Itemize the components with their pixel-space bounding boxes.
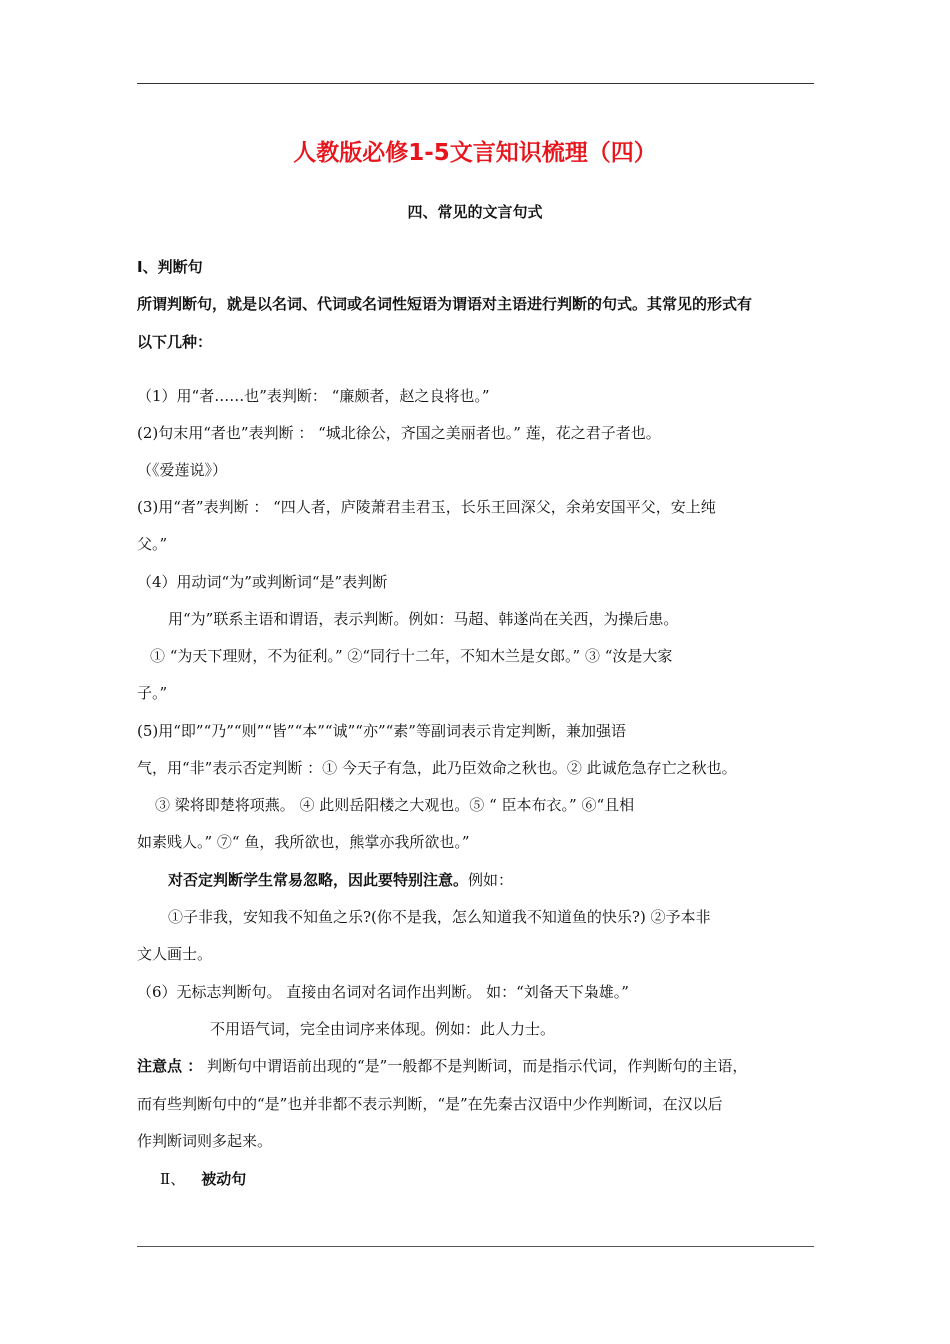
plain-text: 例如：: [468, 871, 514, 889]
text-line: （4）用动词“为”或判断词“是”表判断: [137, 573, 388, 591]
text-line: 用“为”联系主语和谓语，表示判断。例如：马超、韩遂尚在关西，为操后患。: [168, 610, 679, 628]
header-rule: [137, 83, 814, 84]
text-line: 文人画士。: [137, 945, 213, 963]
text-line: 子。”: [137, 684, 168, 702]
emphasis-text: 对否定判断学生常易忽略，因此要特别注意。: [168, 871, 469, 889]
note-text: 判断句中谓语前出现的“是”一般都不是判断词，而是指示代词，作判断句的主语，: [202, 1057, 748, 1075]
note-line: 而有些判断句中的“是”也并非都不表示判断，“是”在先秦古汉语中少作判断词，在汉以后: [137, 1095, 723, 1113]
text-line: ③ 梁将即楚将项燕。 ④ 此则岳阳楼之大观也。⑤ “ 臣本布衣。” ⑥“且相: [155, 796, 635, 814]
text-line: ①子非我，安知我不知鱼之乐?(你不是我，怎么知道我不知道鱼的快乐?) ②予本非: [168, 908, 711, 926]
text-line: 父。”: [137, 535, 168, 553]
text-line: ① “为天下理财，不为征利。” ②“同行十二年，不知木兰是女郎。” ③ “汝是大家: [150, 647, 673, 665]
section-heading-judgment: Ⅰ、判断句: [137, 258, 203, 276]
text-line: (3)用“者”表判断 ： “四人者，庐陵萧君圭君玉，长乐王回深父，余弟安国平父，安上纯: [137, 498, 716, 516]
text-line: 气，用“非”表示否定判断 ：① 今天子有急，此乃臣效命之秋也。② 此诚危急存亡之秋也。: [137, 759, 737, 777]
note-line: [137, 1056, 747, 1076]
text-line: (2)句末用“者也”表判断 ： “城北徐公，齐国之美丽者也。” 莲，花之君子者也。: [137, 424, 661, 442]
section-title: 被动句: [201, 1170, 247, 1188]
text-line: （1）用“者……也”表判断： “廉颇者，赵之良将也。”: [137, 387, 490, 405]
intro-line-2: 以下几种：: [137, 333, 213, 351]
footer-rule: [137, 1246, 814, 1247]
text-line: （6）无标志判断句。 直接由名词对名词作出判断。 如：“刘备天下枭雄。”: [137, 983, 629, 1001]
note-line: 作判断词则多起来。: [137, 1132, 273, 1150]
note-label: 注意点 ：: [137, 1057, 203, 1075]
section-number: Ⅱ、: [160, 1170, 186, 1188]
section-heading-passive: [160, 1169, 246, 1189]
text-line: (5)用“即”“乃”“则”“皆”“本”“诚”“亦”“素”等副词表示肯定判断，兼加强语: [137, 722, 626, 740]
text-line: 如素贱人。” ⑦“ 鱼，我所欲也，熊掌亦我所欲也。”: [137, 833, 470, 851]
text-line: （《爱莲说》）: [137, 461, 228, 479]
text-line: [168, 870, 513, 890]
section-subtitle: 四、常见的文言句式: [407, 203, 543, 221]
intro-line-1: 所谓判断句，就是以名词、代词或名词性短语为谓语对主语进行判断的句式。其常见的形式有: [137, 295, 753, 313]
document-title: 人教版必修1-5文言知识梳理（四）: [293, 140, 657, 166]
text-line: 不用语气词，完全由词序来体现。例如：此人力士。: [210, 1020, 556, 1038]
